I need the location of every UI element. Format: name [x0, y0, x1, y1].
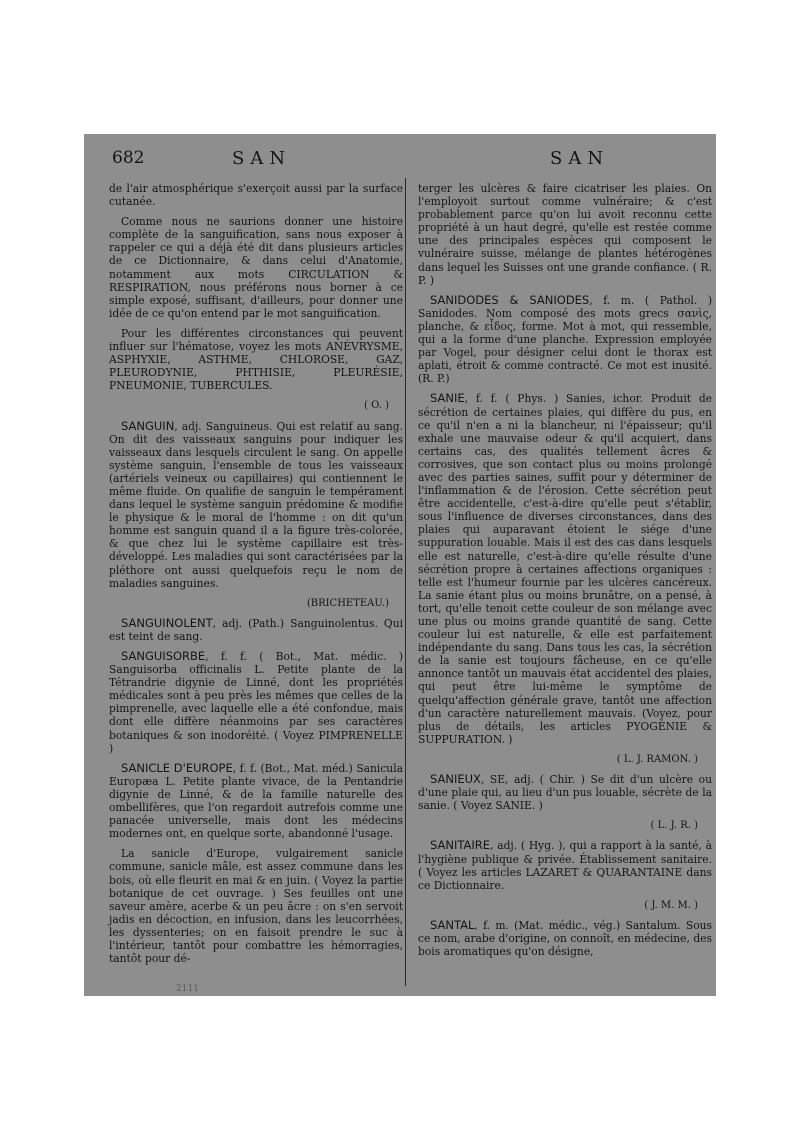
column-divider [405, 178, 406, 986]
headword: SANIE [430, 391, 465, 406]
book-page [84, 134, 716, 996]
paragraph: de l'air atmosphérique s'exerçoit aussi par la surface cutanée. [109, 182, 403, 209]
entry-body: , SE, adj. ( Chir. ) Se dit d'un ulcère ou d'une plaie qui, au lieu d'un pus louable, sécrète de la sanie. ( Voyez SANIE. ) [418, 773, 712, 813]
entry-body: , f. f. (Bot., Mat. méd.) Sanicula Europæa L. Petite plante vivace, de la Pentandrie digynie de Linné, & de la famille naturelle des ombellifères, que l'on regardoit autrefois comme une panacée universelle, mais dont les médecins modernes ont, en quelque sorte, abandonné l'usage. [109, 761, 403, 841]
headword: SANGUIN [121, 418, 175, 433]
entry [418, 294, 712, 386]
headword: SANIEUX [430, 772, 481, 787]
paragraph: La sanicle d'Europe, vulgairement sanicle commune, sanicle mâle, est assez commune dans les bois, où elle fleurit en mai & en juin. ( Voyez la partie botanique de cet ouvrage. ) Ses feuilles ont une saveur amère, acerbe & un peu âcre : on s'en servoit jadis en décoction, en infusion, dans les leucorrhées, les dyssenteries; on en faisoit prendre le suc à l'intérieur, tantôt pour combattre les hémorragies, tantôt pour dé- [109, 847, 403, 966]
entry [418, 839, 712, 891]
headword: SANIDODES & SANIODES [430, 292, 590, 307]
entry-body: , f. f. ( Phys. ) Sanies, ichor. Produit de sécrétion de certaines plaies, qui diffère du pus, en ce qu'il n'en a ni la blancheur, ni l'épaisseur; qu'il exhale une mauvaise odeur & qu'il acquiert, dans certains cas, des qualités tellement âcres & corrosives, que son contact plus ou moins prolongé avec des parties saines, suffit pour y déterminer de l'inflammation & de l'érosion. Cette sécrétion peut être accidentelle, c'est-à-dire qu'elle peut s'établir, sous l'influence de diverses circonstances, dans des plaies qui auparavant étoient le siége d'une suppuration louable. Mais il est des cas dans lesquels elle est naturelle, c'est-à-dire qu'elle résulte d'une sécrétion propre à certaines affections organiques : telle est l'humeur fournie par les ulcères cancéreux. La sanie étant plus ou moins brunâtre, on a pensé, à tort, qu'elle tenoit cette couleur de son mélange avec une plus ou moins grande quantité de sang. Cette couleur lui est naturelle, & elle est parfaitement indépendante du sang. Dans tous les cas, la sécrétion de la sanie est toujours fâcheuse, en ce qu'elle annonce tantôt un mauvais état accidentel des plaies, qui peut être lui-même le symptôme de quelqu'affection générale grave, tantôt une affection d'un caractère naturellement mauvais. (Voyez, pour plus de détails, les articles PYOGÉNIE & SUPPURATION. ) [418, 392, 712, 746]
entry [418, 392, 712, 746]
headword: SANTAL [430, 917, 475, 932]
signature: ( L. J. RAMON. ) [616, 753, 698, 765]
entry-body: , adj. Sanguineus. Qui est relatif au sang. On dit des vaisseaux sanguins pour indiquer les vaisseaux dans lesquels circulent le sang. On appelle système sanguin, l'ensemble de tous les vaisseaux (artériels veineux ou capillaires) qui contiennent le même fluide. On qualifie de sanguin le tempérament dans lequel le système sanguin prédomine & modifie le physique & le moral de l'homme : on dit qu'un homme est sanguin quand il a la figure très-colorée, & que chez lui le système capillaire est très-développé. Les maladies qui sont caractérisées par la pléthore ont aussi quelquefois reçu le nom de maladies sanguines. [109, 419, 403, 590]
faded-stamp: 2111 [176, 984, 199, 994]
entry [109, 762, 403, 841]
running-header [84, 146, 716, 176]
entry [109, 617, 403, 643]
entry [418, 773, 712, 812]
headword: SANGUISORBE [121, 649, 206, 663]
signature: (BRICHETEAU.) [306, 597, 389, 609]
entry-body: , f. m. ( Pathol. ) Sanidodes. Nom composé des mots grecs σανὶς, planche, & εἶδος, forme. Mot à mot, qui ressemble, qui a la forme d'une planche. Expression employée par Vogel, pour désigner celui dont le thorax est aplati, étroit & comme contracté. Ce mot est inusité. (R. P.) [418, 293, 712, 386]
paragraph: Pour les différentes circonstances qui peuvent influer sur l'hématose, voyez les mots ANÉVRYSME, ASPHYXIE, ASTHME, CHLOROSE, GAZ, PLEURODYNIE, PHTHISIE, PLEURÉSIE, PNEUMONIE, TUBERCULES. [109, 326, 403, 393]
left-running-title: SAN [232, 148, 292, 169]
entry [109, 420, 403, 590]
paragraph: terger les ulcères & faire cicatriser les plaies. On l'employoit surtout comme vulnéraire; & c'est probablement parce qu'on lui avoit reconnu cette propriété à un haut degré, qu'elle est restée comme une des principales espèces qui composent le vulnéraire suisse, mélange de plantes hétérogènes dans lequel les Suisses ont une grande confiance. ( R. P. ) [418, 182, 712, 287]
entry-body: , f. m. (Mat. médic., vég.) Santalum. Sous ce nom, arabe d'origine, on connoît, en médecine, des bois aromatiques qu'on désigne, [418, 918, 712, 959]
headword: SANITAIRE [430, 838, 491, 853]
entry-body: , adj. ( Hyg. ), qui a rapport à la santé, à l'hygiène publique & privée. Établissement sanitaire. ( Voyez les articles LAZARET & QUARANTAINE dans ce Dictionnaire. [418, 839, 712, 892]
left-column [109, 182, 403, 972]
headword: SANGUINOLENT [121, 615, 213, 630]
signature: ( O. ) [364, 400, 389, 412]
headword: SANICLE D'EUROPE [121, 760, 233, 775]
right-running-title: SAN [550, 148, 610, 169]
signature: ( J. M. M. ) [644, 899, 698, 911]
signature: ( L. J. R. ) [650, 820, 698, 832]
entry-body: , adj. (Path.) Sanguinolentus. Qui est teint de sang. [109, 616, 403, 643]
page-number: 682 [112, 148, 145, 168]
paragraph: Comme nous ne saurions donner une histoire complète de la sanguification, sans nous exposer à rappeler ce qui a déjà été dit dans plusieurs articles de ce Dictionnaire, & dans celui d'Anatomie, notamment aux mots CIRCULATION & RESPIRATION, nous préférons nous borner à ce simple exposé, suffisant, d'ailleurs, pour donner une idée de ce qu'on entend par le mot sanguification. [109, 215, 403, 320]
entry [109, 650, 403, 755]
entry-body: , f. f. ( Bot., Mat. médic. ) Sanguisorba officinalis L. Petite plante de la Tétrandrie digynie de Linné, dont les propriétés médicales sont à peu près les mêmes que celles de la pimprenelle, avec laquelle elle a été confondue, mais dont elle diffère néanmoins par ses caractères botaniques & son inodoréité. ( Voyez PIMPRENELLE ) [109, 650, 403, 755]
right-column [418, 182, 712, 965]
entry [418, 919, 712, 958]
